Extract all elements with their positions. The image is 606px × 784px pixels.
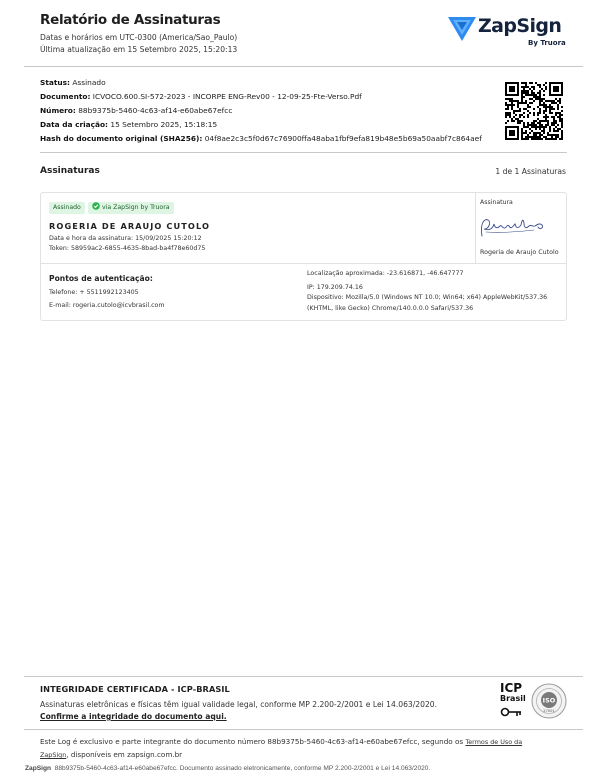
- icp-logo-bottom: Brasil: [500, 694, 526, 703]
- report-title: Relatório de Assinaturas: [40, 12, 221, 28]
- document-label: Documento:: [40, 92, 91, 101]
- icp-divider: [24, 676, 583, 677]
- status-row: [40, 78, 106, 87]
- signature-label: Assinatura: [480, 199, 513, 206]
- status-label: Status:: [40, 78, 70, 87]
- hash-label: Hash do documento original (SHA256):: [40, 134, 203, 143]
- icp-brasil-logo: [500, 682, 530, 720]
- signatures-title: Assinaturas: [40, 166, 100, 176]
- terms-link-zapsign[interactable]: ZapSign: [40, 751, 67, 759]
- document-row: [40, 92, 362, 101]
- auth-title: Pontos de autenticação:: [49, 274, 153, 283]
- footer-text-2: , disponíveis em zapsign.com.br: [66, 750, 183, 759]
- bottom-brand: ZapSign: [25, 765, 52, 772]
- signer-ip: IP: 179.209.74.16: [307, 284, 363, 291]
- signer-token: Token: 58959ac2-6855-4635-8bad-ba4f78e60d75: [49, 245, 206, 252]
- shield-check-icon: [92, 202, 100, 210]
- signer-location: Localização aproximada: -23.616871, -46.647777: [307, 270, 464, 277]
- via-zapsign-badge: [88, 202, 174, 214]
- signer-device-line1: Dispositivo: Mozilla/5.0 (Windows NT 10.0; Win64; x64) AppleWebKit/537.36: [307, 294, 548, 301]
- terms-link[interactable]: Termos de Uso da: [465, 738, 523, 746]
- signer-phone: Telefone: + 5511992123405: [49, 289, 139, 296]
- footer-line2: [40, 750, 182, 759]
- meta-divider: [40, 152, 567, 153]
- hash-value: 04f8ae2c3c5f0d67c76900ffa48aba1fbf9efa819b48e5b69a50aabf7c864aef: [204, 134, 482, 143]
- verify-integrity-link[interactable]: Confirme a integridade do documento aqui.: [40, 712, 227, 721]
- bottom-text: 88b9375b-5460-4c63-af14-e60abe67efcc. Documento assinado eletronicamente, conforme MP 2.200-2/2001 e Lei 14.063/2020.: [54, 765, 431, 772]
- timezone-line: Datas e horários em UTC-0300 (America/Sao_Paulo): [40, 33, 238, 42]
- signed-at: Data e hora da assinatura: 15/09/2025 15:20:12: [49, 235, 202, 242]
- qr-code[interactable]: [505, 82, 563, 140]
- icp-text: Assinaturas eletrônicas e físicas têm igual validade legal, conforme MP 2.200-2/2001 e Lei 14.063/2020.: [40, 700, 438, 709]
- zapsign-logo-icon: [448, 17, 476, 43]
- card-divider-vertical: [475, 192, 476, 263]
- icp-title: INTEGRIDADE CERTIFICADA - ICP-BRASIL: [40, 684, 230, 694]
- footer-divider: [24, 729, 583, 730]
- signer-device-line2: (KHTML, like Gecko) Chrome/140.0.0.0 Safari/537.36: [307, 305, 474, 312]
- key-icon: [500, 706, 522, 718]
- status-value: Assinado: [72, 78, 106, 87]
- footer-line1: [40, 737, 522, 746]
- created-value: 15 Setembro 2025, 15:18:15: [110, 120, 218, 129]
- number-row: [40, 106, 232, 115]
- updated-line: Última atualização em 15 Setembro 2025, 15:20:13: [40, 45, 238, 54]
- signer-email: E-mail: rogeria.cutolo@icvbrasil.com: [49, 302, 165, 309]
- card-divider-horizontal: [40, 263, 567, 264]
- svg-text:27001: 27001: [543, 709, 555, 713]
- via-zapsign-label: via ZapSign by Truora: [101, 204, 170, 211]
- created-row: [40, 120, 217, 129]
- svg-text:ISO: ISO: [542, 696, 556, 705]
- number-value: 88b9375b-5460-4c63-af14-e60abe67efcc: [78, 106, 233, 115]
- document-value: ICVOCO.600.SI-572-2023 - INCORPE ENG-Rev00 - 12-09-25-Fte-Verso.Pdf: [92, 92, 362, 101]
- signer-name: ROGERIA DE ARAUJO CUTOLO: [49, 221, 211, 231]
- status-badge: Assinado: [49, 202, 85, 214]
- signature-name: Rogeria de Araujo Cutolo: [480, 249, 559, 256]
- hash-row: [40, 134, 482, 143]
- header-divider: [24, 66, 583, 67]
- brand-name: ZapSign: [478, 15, 562, 37]
- created-label: Data da criação:: [40, 120, 109, 129]
- zapsign-logo: [448, 15, 570, 51]
- signatures-count: 1 de 1 Assinaturas: [495, 167, 566, 176]
- number-label: Número:: [40, 106, 76, 115]
- iso-certification-seal: [531, 683, 567, 719]
- footer-text-1: Este Log é exclusivo e parte integrante do documento número 88b9375b-5460-4c63-af14-e60abe67efcc, segundo os: [40, 737, 464, 746]
- icp-logo-top: ICP: [500, 681, 523, 695]
- bottom-bar: [25, 765, 430, 772]
- handwritten-signature: [478, 214, 550, 242]
- brand-by: By Truora: [528, 39, 566, 47]
